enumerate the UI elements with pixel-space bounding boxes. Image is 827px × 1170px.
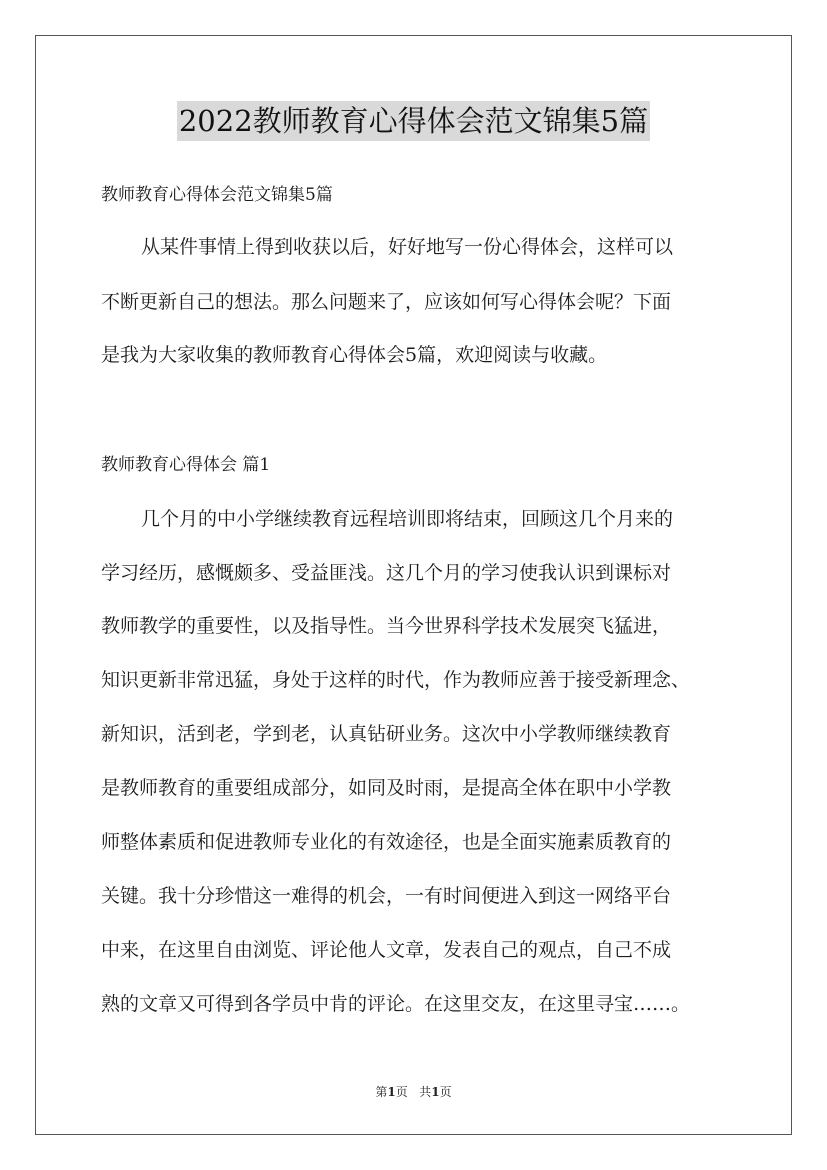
document-subtitle: 教师教育心得体会范文锦集5篇 bbox=[101, 185, 333, 205]
page-label-suffix: 页 bbox=[395, 1085, 408, 1099]
section-line: 学习经历，感慨颇多、受益匪浅。这几个月的学习使我认识到课标对 bbox=[101, 562, 672, 584]
section-line: 熟的文章又可得到各学员中肯的评论。在这里交友，在这里寻宝……。 bbox=[101, 993, 691, 1015]
section-line: 知识更新非常迅猛，身处于这样的时代，作为教师应善于接受新理念、 bbox=[101, 669, 691, 691]
section-line: 教师教学的重要性，以及指导性。当今世界科学技术发展突飞猛进， bbox=[101, 615, 672, 637]
document-title bbox=[0, 101, 827, 141]
page-number: 1 bbox=[387, 1085, 396, 1099]
intro-line: 不断更新自己的想法。那么问题来了，应该如何写心得体会呢？下面 bbox=[101, 291, 672, 313]
total-label-suffix: 页 bbox=[439, 1085, 452, 1099]
section-line: 师整体素质和促进教师专业化的有效途径，也是全面实施素质教育的 bbox=[101, 831, 672, 853]
page-footer bbox=[0, 1083, 827, 1101]
total-pages: 1 bbox=[431, 1085, 440, 1099]
section-line: 中来，在这里自由浏览、评论他人文章，发表自己的观点，自己不成 bbox=[101, 939, 672, 961]
intro-line: 是我为大家收集的教师教育心得体会5篇，欢迎阅读与收藏。 bbox=[101, 344, 608, 366]
document-title-text: 2022教师教育心得体会范文锦集5篇 bbox=[177, 101, 650, 141]
section-line: 关键。我十分珍惜这一难得的机会，一有时间便进入到这一网络平台 bbox=[101, 885, 672, 907]
page-label-prefix: 第 bbox=[375, 1085, 388, 1099]
section-heading: 教师教育心得体会 篇1 bbox=[101, 455, 271, 475]
section-line: 几个月的中小学继续教育远程培训即将结束，回顾这几个月来的 bbox=[141, 508, 674, 530]
total-label-prefix: 共 bbox=[419, 1085, 432, 1099]
section-line: 是教师教育的重要组成部分，如同及时雨，是提高全体在职中小学教 bbox=[101, 777, 672, 799]
intro-line: 从某件事情上得到收获以后，好好地写一份心得体会，这样可以 bbox=[141, 236, 674, 258]
section-line: 新知识，活到老，学到老，认真钻研业务。这次中小学教师继续教育 bbox=[101, 723, 672, 745]
